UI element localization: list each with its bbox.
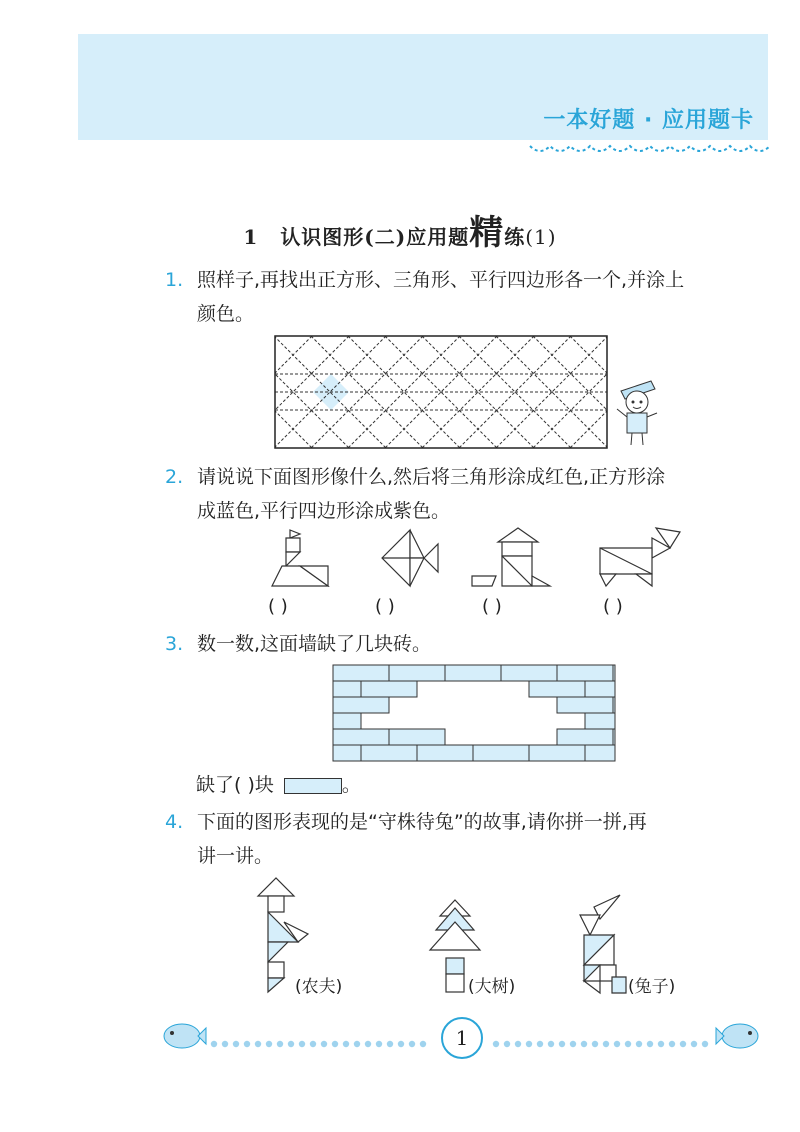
lesson-number: 1 — [243, 225, 259, 249]
footer-dot — [603, 1041, 609, 1047]
brick — [389, 729, 445, 745]
question-text-cont: 成蓝色,平行四边形涂成紫色。 — [197, 500, 451, 522]
footer-dot — [702, 1041, 708, 1047]
footer-dot — [658, 1041, 664, 1047]
answer-blank-3[interactable]: ( ) — [482, 596, 502, 617]
brick — [585, 713, 615, 729]
footer-dot — [493, 1041, 499, 1047]
question-number: 3. — [165, 633, 184, 655]
footer-dot — [570, 1041, 576, 1047]
diamond-grid-figure — [275, 336, 607, 448]
footer-dot — [343, 1041, 349, 1047]
question-4 — [165, 805, 765, 873]
brick-wall-figure — [333, 665, 615, 761]
footer-dot — [504, 1041, 510, 1047]
brick-answer-text: 缺了( )块 — [196, 774, 274, 796]
brick — [333, 665, 389, 681]
footer-dot — [387, 1041, 393, 1047]
brick-answer-line — [196, 770, 361, 797]
brick — [333, 729, 389, 745]
footer-dot — [515, 1041, 521, 1047]
brick — [333, 681, 361, 697]
page-number: 1 — [441, 1017, 483, 1059]
footer-dot — [321, 1041, 327, 1047]
footer-dot — [266, 1041, 272, 1047]
footer-dot — [376, 1041, 382, 1047]
footer-dot — [669, 1041, 675, 1047]
tangram-house-figure — [472, 528, 550, 588]
footer-dot — [288, 1041, 294, 1047]
brick — [557, 729, 613, 745]
brick — [613, 665, 615, 681]
brick — [361, 745, 417, 761]
banner-wave-decoration — [530, 138, 770, 158]
caption-tree: (大树) — [468, 977, 516, 997]
footer-dots-left — [210, 1033, 432, 1041]
brick — [501, 665, 557, 681]
cartoon-girl-illustration — [615, 375, 660, 447]
footer-dot — [559, 1041, 565, 1047]
footer-dot — [365, 1041, 371, 1047]
footer-dot — [614, 1041, 620, 1047]
question-text-cont: 讲一讲。 — [197, 845, 274, 867]
caption-farmer: (农夫) — [295, 977, 343, 997]
footer-dot — [255, 1041, 261, 1047]
lesson-title — [0, 205, 800, 254]
footer-dot — [636, 1041, 642, 1047]
question-text: 下面的图形表现的是“守株待兔”的故事,请你拼一拼,再 — [197, 811, 647, 833]
answer-blank-1[interactable]: ( ) — [268, 596, 288, 617]
brick — [585, 681, 615, 697]
answer-blank-4[interactable]: ( ) — [603, 596, 623, 617]
footer-dot — [398, 1041, 404, 1047]
question-text: 数一数,这面墙缺了几块砖。 — [197, 633, 432, 655]
footer-dot — [647, 1041, 653, 1047]
brick — [585, 745, 615, 761]
brick — [389, 665, 445, 681]
footer-dot — [420, 1041, 426, 1047]
brick — [361, 681, 417, 697]
lesson-title-emphasis: 精 — [469, 213, 505, 253]
brick — [445, 665, 501, 681]
footer-dot — [526, 1041, 532, 1047]
lesson-title-part: (1) — [525, 225, 557, 249]
question-3 — [165, 627, 765, 661]
tangram-swan-figure — [272, 530, 332, 588]
footer-dot — [332, 1041, 338, 1047]
question-text: 请说说下面图形像什么,然后将三角形涂成红色,正方形涂 — [197, 466, 666, 488]
question-number: 2. — [165, 466, 184, 488]
answer-blank-2[interactable]: ( ) — [375, 596, 395, 617]
brick — [333, 745, 361, 761]
question-1 — [165, 263, 765, 331]
header-banner — [78, 34, 768, 140]
lesson-title-main: 认识图形(二)应用题 — [280, 225, 470, 249]
lesson-title-suffix: 练 — [504, 225, 526, 249]
fish-left-icon — [162, 1020, 206, 1052]
footer-dot — [310, 1041, 316, 1047]
footer-dot — [548, 1041, 554, 1047]
brick — [557, 665, 613, 681]
dots-left — [210, 1040, 432, 1048]
question-2 — [165, 460, 765, 528]
footer-dot — [592, 1041, 598, 1047]
brick — [529, 745, 585, 761]
footer-dot — [233, 1041, 239, 1047]
tangram-rabbit-figure — [574, 895, 628, 995]
brick — [333, 697, 389, 713]
tangram-horse-figure — [596, 528, 680, 588]
footer-dot — [409, 1041, 415, 1047]
footer-dot — [244, 1041, 250, 1047]
footer-dot — [537, 1041, 543, 1047]
footer-dot — [691, 1041, 697, 1047]
tangram-fish-figure — [382, 530, 440, 588]
footer-dot — [277, 1041, 283, 1047]
footer-dot — [625, 1041, 631, 1047]
footer-dot — [680, 1041, 686, 1047]
footer-dot — [222, 1041, 228, 1047]
footer-dot — [299, 1041, 305, 1047]
caption-rabbit: (兔子) — [628, 977, 676, 997]
footer-dot — [211, 1041, 217, 1047]
brick — [417, 745, 473, 761]
dots-right — [492, 1040, 714, 1048]
brick-icon — [284, 778, 342, 794]
banner-title: 一本好题 · 应用题卡 — [543, 108, 754, 133]
footer-dot — [581, 1041, 587, 1047]
question-text-cont: 颜色。 — [197, 303, 255, 325]
footer-dot — [354, 1041, 360, 1047]
brick — [613, 729, 615, 745]
brick — [333, 713, 361, 729]
footer-dots-right — [492, 1033, 714, 1041]
brick — [529, 681, 585, 697]
brick — [557, 697, 613, 713]
question-number: 1. — [165, 269, 184, 291]
brick-answer-tail: 。 — [341, 774, 361, 796]
brick — [473, 745, 529, 761]
question-text: 照样子,再找出正方形、三角形、平行四边形各一个,并涂上 — [197, 269, 685, 291]
brick — [613, 697, 615, 713]
question-number: 4. — [165, 811, 184, 833]
fish-right-icon — [716, 1020, 760, 1052]
